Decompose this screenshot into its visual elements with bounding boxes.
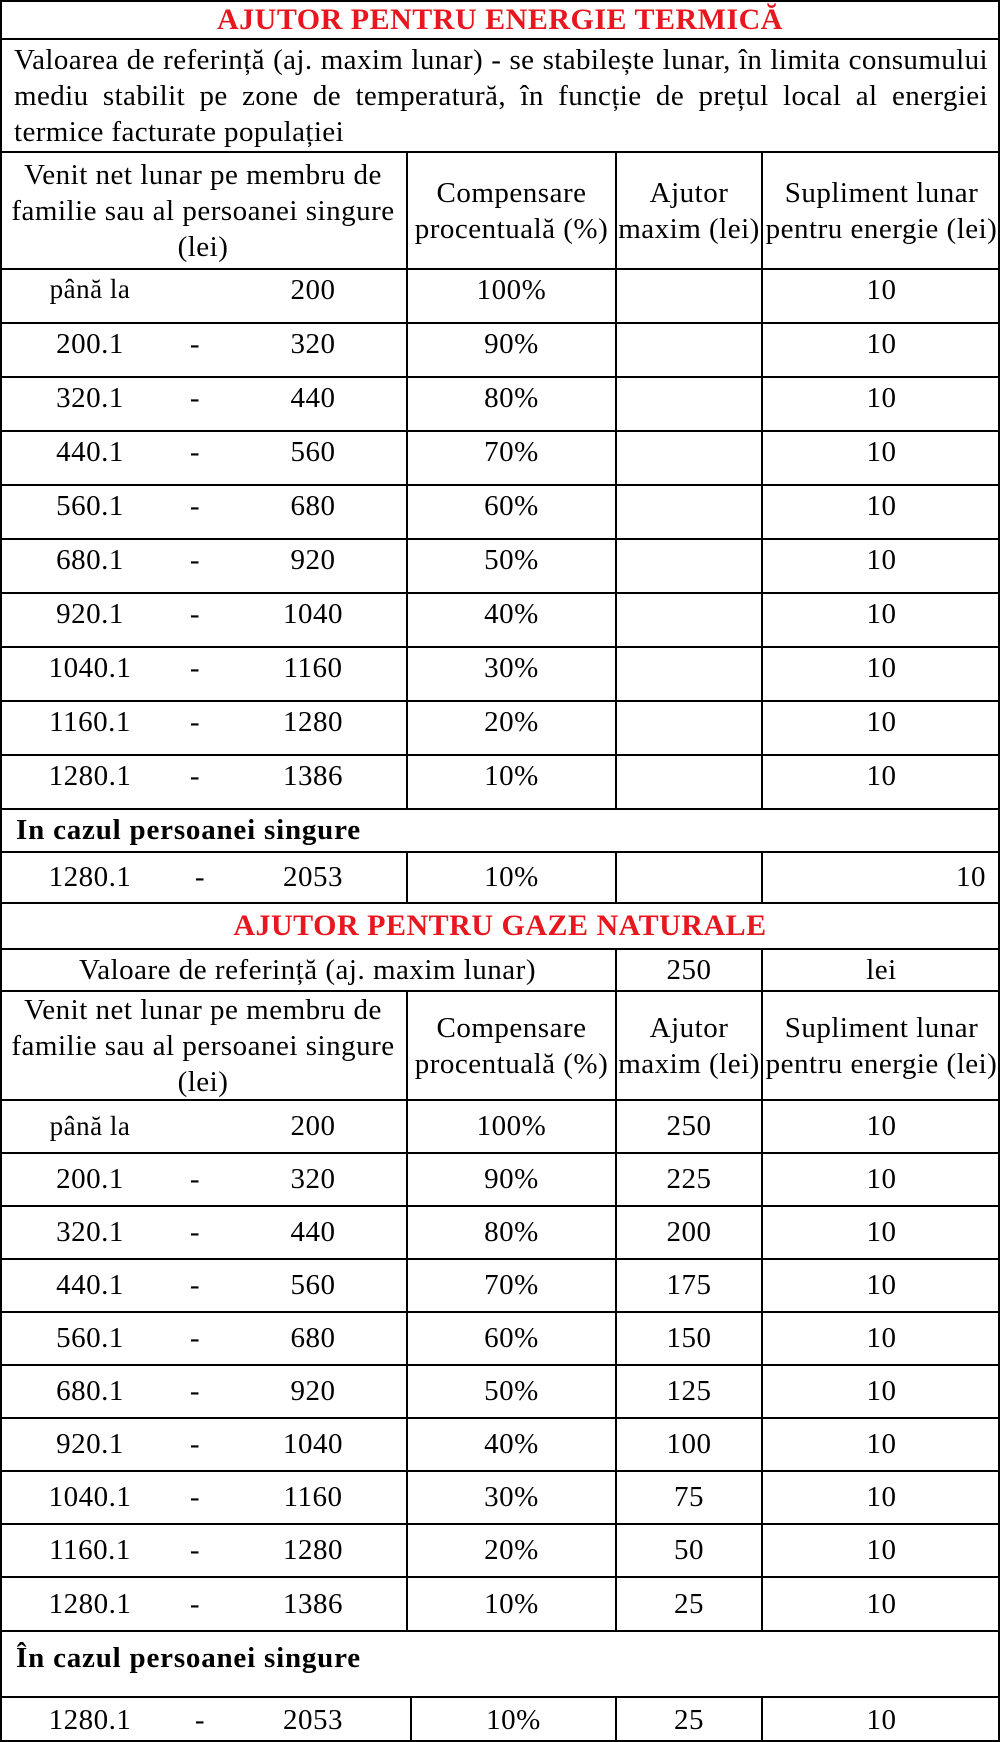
income-dash: - xyxy=(189,1216,201,1248)
supplement-cell: 10 xyxy=(761,486,1000,538)
section1-single-label: In cazul persoanei singure xyxy=(16,814,361,846)
income-to: 680 xyxy=(290,490,336,522)
income-dash: - xyxy=(189,760,201,792)
income-from: 1280.1 xyxy=(48,1587,132,1620)
income-from: 680.1 xyxy=(56,544,124,576)
income-to: 560 xyxy=(290,436,336,468)
section1-single-row xyxy=(0,851,1000,902)
income-from: 200.1 xyxy=(56,328,124,360)
section1-single-label-row xyxy=(0,808,1000,851)
table-row xyxy=(0,484,1000,538)
compensation-cell: 80% xyxy=(406,378,615,430)
income-to: 320 xyxy=(290,328,336,360)
compensation-cell: 70% xyxy=(406,1260,615,1311)
max-aid-cell: 100 xyxy=(615,1419,761,1470)
income-from: 1160.1 xyxy=(49,1534,131,1566)
income-dash: - xyxy=(189,652,201,684)
income-from: până la xyxy=(49,274,131,304)
single-row-sup: 10 xyxy=(761,1698,1000,1742)
compensation-cell: 90% xyxy=(406,324,615,376)
single-row-from: 1280.1 xyxy=(48,1703,132,1736)
income-dash: - xyxy=(189,1481,201,1513)
table-row xyxy=(0,754,1000,808)
income-dash xyxy=(175,1101,215,1152)
table-row xyxy=(0,592,1000,646)
section2-reference-value: 250 xyxy=(615,950,761,990)
compensation-cell: 60% xyxy=(406,1313,615,1364)
income-to: 320 xyxy=(290,1163,336,1195)
income-dash: - xyxy=(189,1163,201,1195)
section2-title: AJUTOR PENTRU GAZE NATURALE xyxy=(233,909,767,942)
single-row-dash: - xyxy=(194,861,206,893)
single-row-max: 25 xyxy=(615,1698,761,1742)
income-dash: - xyxy=(189,436,201,468)
table-row xyxy=(0,322,1000,376)
compensation-cell: 20% xyxy=(406,702,615,754)
compensation-cell: 60% xyxy=(406,486,615,538)
supplement-cell: 10 xyxy=(761,378,1000,430)
income-to: 1280 xyxy=(283,1534,343,1566)
income-to: 440 xyxy=(290,1216,336,1248)
max-aid-cell: 200 xyxy=(615,1207,761,1258)
max-aid-cell xyxy=(615,270,761,322)
max-aid-cell: 175 xyxy=(615,1260,761,1311)
income-from: 440.1 xyxy=(56,436,124,468)
section2-single-label: În cazul persoanei singure xyxy=(16,1642,361,1674)
supplement-cell: 10 xyxy=(761,1472,1000,1523)
section1-header-max-aid: Ajutor maxim (lei) xyxy=(615,153,761,268)
supplement-cell: 10 xyxy=(761,1313,1000,1364)
income-from: până la xyxy=(49,1111,131,1141)
income-to: 1160 xyxy=(283,652,343,684)
income-to: 920 xyxy=(290,544,336,576)
income-dash xyxy=(175,270,215,322)
table-row xyxy=(0,538,1000,592)
income-dash: - xyxy=(189,598,201,630)
income-dash: - xyxy=(189,1428,201,1460)
section2-header-row xyxy=(0,990,1000,1099)
income-dash: - xyxy=(189,328,201,360)
income-to: 200 xyxy=(290,274,336,306)
max-aid-cell: 225 xyxy=(615,1154,761,1205)
supplement-cell: 10 xyxy=(761,270,1000,322)
income-from: 1040.1 xyxy=(48,652,132,684)
supplement-cell: 10 xyxy=(761,540,1000,592)
table-row xyxy=(0,1576,1000,1630)
table-row xyxy=(0,1258,1000,1311)
section1-title: AJUTOR PENTRU ENERGIE TERMICĂ xyxy=(217,3,783,36)
single-row-dash: - xyxy=(194,1703,206,1736)
supplement-cell: 10 xyxy=(761,1578,1000,1630)
section2-reference-row xyxy=(0,948,1000,990)
income-from: 320.1 xyxy=(56,382,124,414)
section1-title-row xyxy=(0,0,1000,38)
table-row xyxy=(0,700,1000,754)
compensation-cell: 10% xyxy=(406,756,615,808)
income-to: 1040 xyxy=(283,598,343,630)
compensation-cell: 100% xyxy=(406,1101,615,1152)
income-to: 200 xyxy=(290,1110,336,1142)
compensation-cell: 50% xyxy=(406,540,615,592)
max-aid-cell xyxy=(615,486,761,538)
max-aid-cell xyxy=(615,702,761,754)
table-row xyxy=(0,1152,1000,1205)
section2-title-row xyxy=(0,902,1000,948)
supplement-cell: 10 xyxy=(761,1207,1000,1258)
income-dash: - xyxy=(189,706,201,738)
supplement-cell: 10 xyxy=(761,594,1000,646)
compensation-cell: 80% xyxy=(406,1207,615,1258)
income-dash: - xyxy=(189,1534,201,1566)
section2-single-row xyxy=(0,1696,1000,1742)
compensation-cell: 30% xyxy=(406,648,615,700)
supplement-cell: 10 xyxy=(761,702,1000,754)
section2-header-supplement: Supliment lunar pentru energie (lei) xyxy=(761,992,1000,1099)
table-row xyxy=(0,1470,1000,1523)
section1-header-compensation: Compensare procentuală (%) xyxy=(406,153,615,268)
section1-header-income: Venit net lunar pe membru de familie sau al persoanei singure (lei) xyxy=(11,158,395,263)
income-from: 560.1 xyxy=(56,490,124,522)
single-row-to: 2053 xyxy=(283,861,343,893)
table-row xyxy=(0,1417,1000,1470)
table-row xyxy=(0,430,1000,484)
income-to: 1040 xyxy=(283,1428,343,1460)
section2-reference-unit: lei xyxy=(761,950,1000,990)
compensation-cell: 30% xyxy=(406,1472,615,1523)
income-from: 1040.1 xyxy=(48,1481,132,1513)
max-aid-cell: 250 xyxy=(615,1101,761,1152)
income-dash: - xyxy=(189,1269,201,1301)
max-aid-cell xyxy=(615,594,761,646)
income-dash: - xyxy=(189,1587,201,1620)
compensation-cell: 90% xyxy=(406,1154,615,1205)
single-row-to: 2053 xyxy=(283,1703,343,1736)
income-from: 920.1 xyxy=(56,1428,124,1460)
max-aid-cell: 75 xyxy=(615,1472,761,1523)
max-aid-cell: 125 xyxy=(615,1366,761,1417)
compensation-cell: 40% xyxy=(406,1419,615,1470)
table-row xyxy=(0,376,1000,430)
supplement-cell: 10 xyxy=(761,324,1000,376)
income-dash: - xyxy=(189,544,201,576)
income-from: 560.1 xyxy=(56,1322,124,1354)
max-aid-cell xyxy=(615,756,761,808)
income-from: 200.1 xyxy=(56,1163,124,1195)
supplement-cell: 10 xyxy=(761,1260,1000,1311)
income-to: 560 xyxy=(290,1269,336,1301)
max-aid-cell: 25 xyxy=(615,1578,761,1630)
compensation-cell: 20% xyxy=(406,1525,615,1576)
income-from: 680.1 xyxy=(56,1375,124,1407)
supplement-cell: 10 xyxy=(761,432,1000,484)
section2-header-compensation: Compensare procentuală (%) xyxy=(406,992,615,1099)
supplement-cell: 10 xyxy=(761,1419,1000,1470)
compensation-cell: 70% xyxy=(406,432,615,484)
max-aid-cell: 150 xyxy=(615,1313,761,1364)
max-aid-cell xyxy=(615,648,761,700)
max-aid-cell xyxy=(615,378,761,430)
supplement-cell: 10 xyxy=(761,756,1000,808)
income-to: 1386 xyxy=(283,760,343,792)
max-aid-cell xyxy=(615,432,761,484)
single-row-pct: 10% xyxy=(410,1698,615,1742)
table-row xyxy=(0,646,1000,700)
section1-description-row xyxy=(0,38,1000,151)
income-to: 1160 xyxy=(283,1481,343,1513)
supplement-cell: 10 xyxy=(761,1154,1000,1205)
income-to: 680 xyxy=(290,1322,336,1354)
income-to: 920 xyxy=(290,1375,336,1407)
max-aid-cell xyxy=(615,324,761,376)
income-from: 1280.1 xyxy=(48,760,132,792)
income-dash: - xyxy=(189,490,201,522)
income-dash: - xyxy=(189,1375,201,1407)
supplement-cell: 10 xyxy=(761,1366,1000,1417)
income-to: 1280 xyxy=(283,706,343,738)
compensation-cell: 40% xyxy=(406,594,615,646)
income-to: 440 xyxy=(290,382,336,414)
supplement-cell: 10 xyxy=(761,648,1000,700)
single-row-max xyxy=(615,853,761,902)
section2-reference-label: Valoare de referință (aj. maxim lunar) xyxy=(78,953,536,986)
compensation-cell: 10% xyxy=(406,1578,615,1630)
single-row-sup: 10 xyxy=(761,853,1000,902)
table-row xyxy=(0,1364,1000,1417)
table-row xyxy=(0,268,1000,322)
single-row-pct: 10% xyxy=(406,853,615,902)
table-row xyxy=(0,1205,1000,1258)
income-dash: - xyxy=(189,382,201,414)
max-aid-cell: 50 xyxy=(615,1525,761,1576)
single-row-from: 1280.1 xyxy=(48,861,132,893)
section2-header-max-aid: Ajutor maxim (lei) xyxy=(615,992,761,1099)
table-row xyxy=(0,1099,1000,1152)
max-aid-cell xyxy=(615,540,761,592)
section2-header-income: Venit net lunar pe membru de familie sau al persoanei singure (lei) xyxy=(11,993,395,1098)
section2-single-label-row xyxy=(0,1630,1000,1696)
section1-header-supplement: Supliment lunar pentru energie (lei) xyxy=(761,153,1000,268)
income-from: 440.1 xyxy=(56,1269,124,1301)
compensation-cell: 100% xyxy=(406,270,615,322)
table-row xyxy=(0,1311,1000,1364)
income-from: 920.1 xyxy=(56,598,124,630)
income-from: 1160.1 xyxy=(49,706,131,738)
income-dash: - xyxy=(189,1322,201,1354)
section1-header-row xyxy=(0,151,1000,268)
income-to: 1386 xyxy=(283,1587,343,1620)
supplement-cell: 10 xyxy=(761,1525,1000,1576)
section1-description: Valoarea de referință (aj. maxim lunar) - se stabilește lunar, în limita consumului mediu stabilit pe zone de temperatură, în funcție de prețul local al energiei termice facturate populației xyxy=(14,44,988,148)
income-from: 320.1 xyxy=(56,1216,124,1248)
table-row xyxy=(0,1523,1000,1576)
compensation-cell: 50% xyxy=(406,1366,615,1417)
supplement-cell: 10 xyxy=(761,1101,1000,1152)
